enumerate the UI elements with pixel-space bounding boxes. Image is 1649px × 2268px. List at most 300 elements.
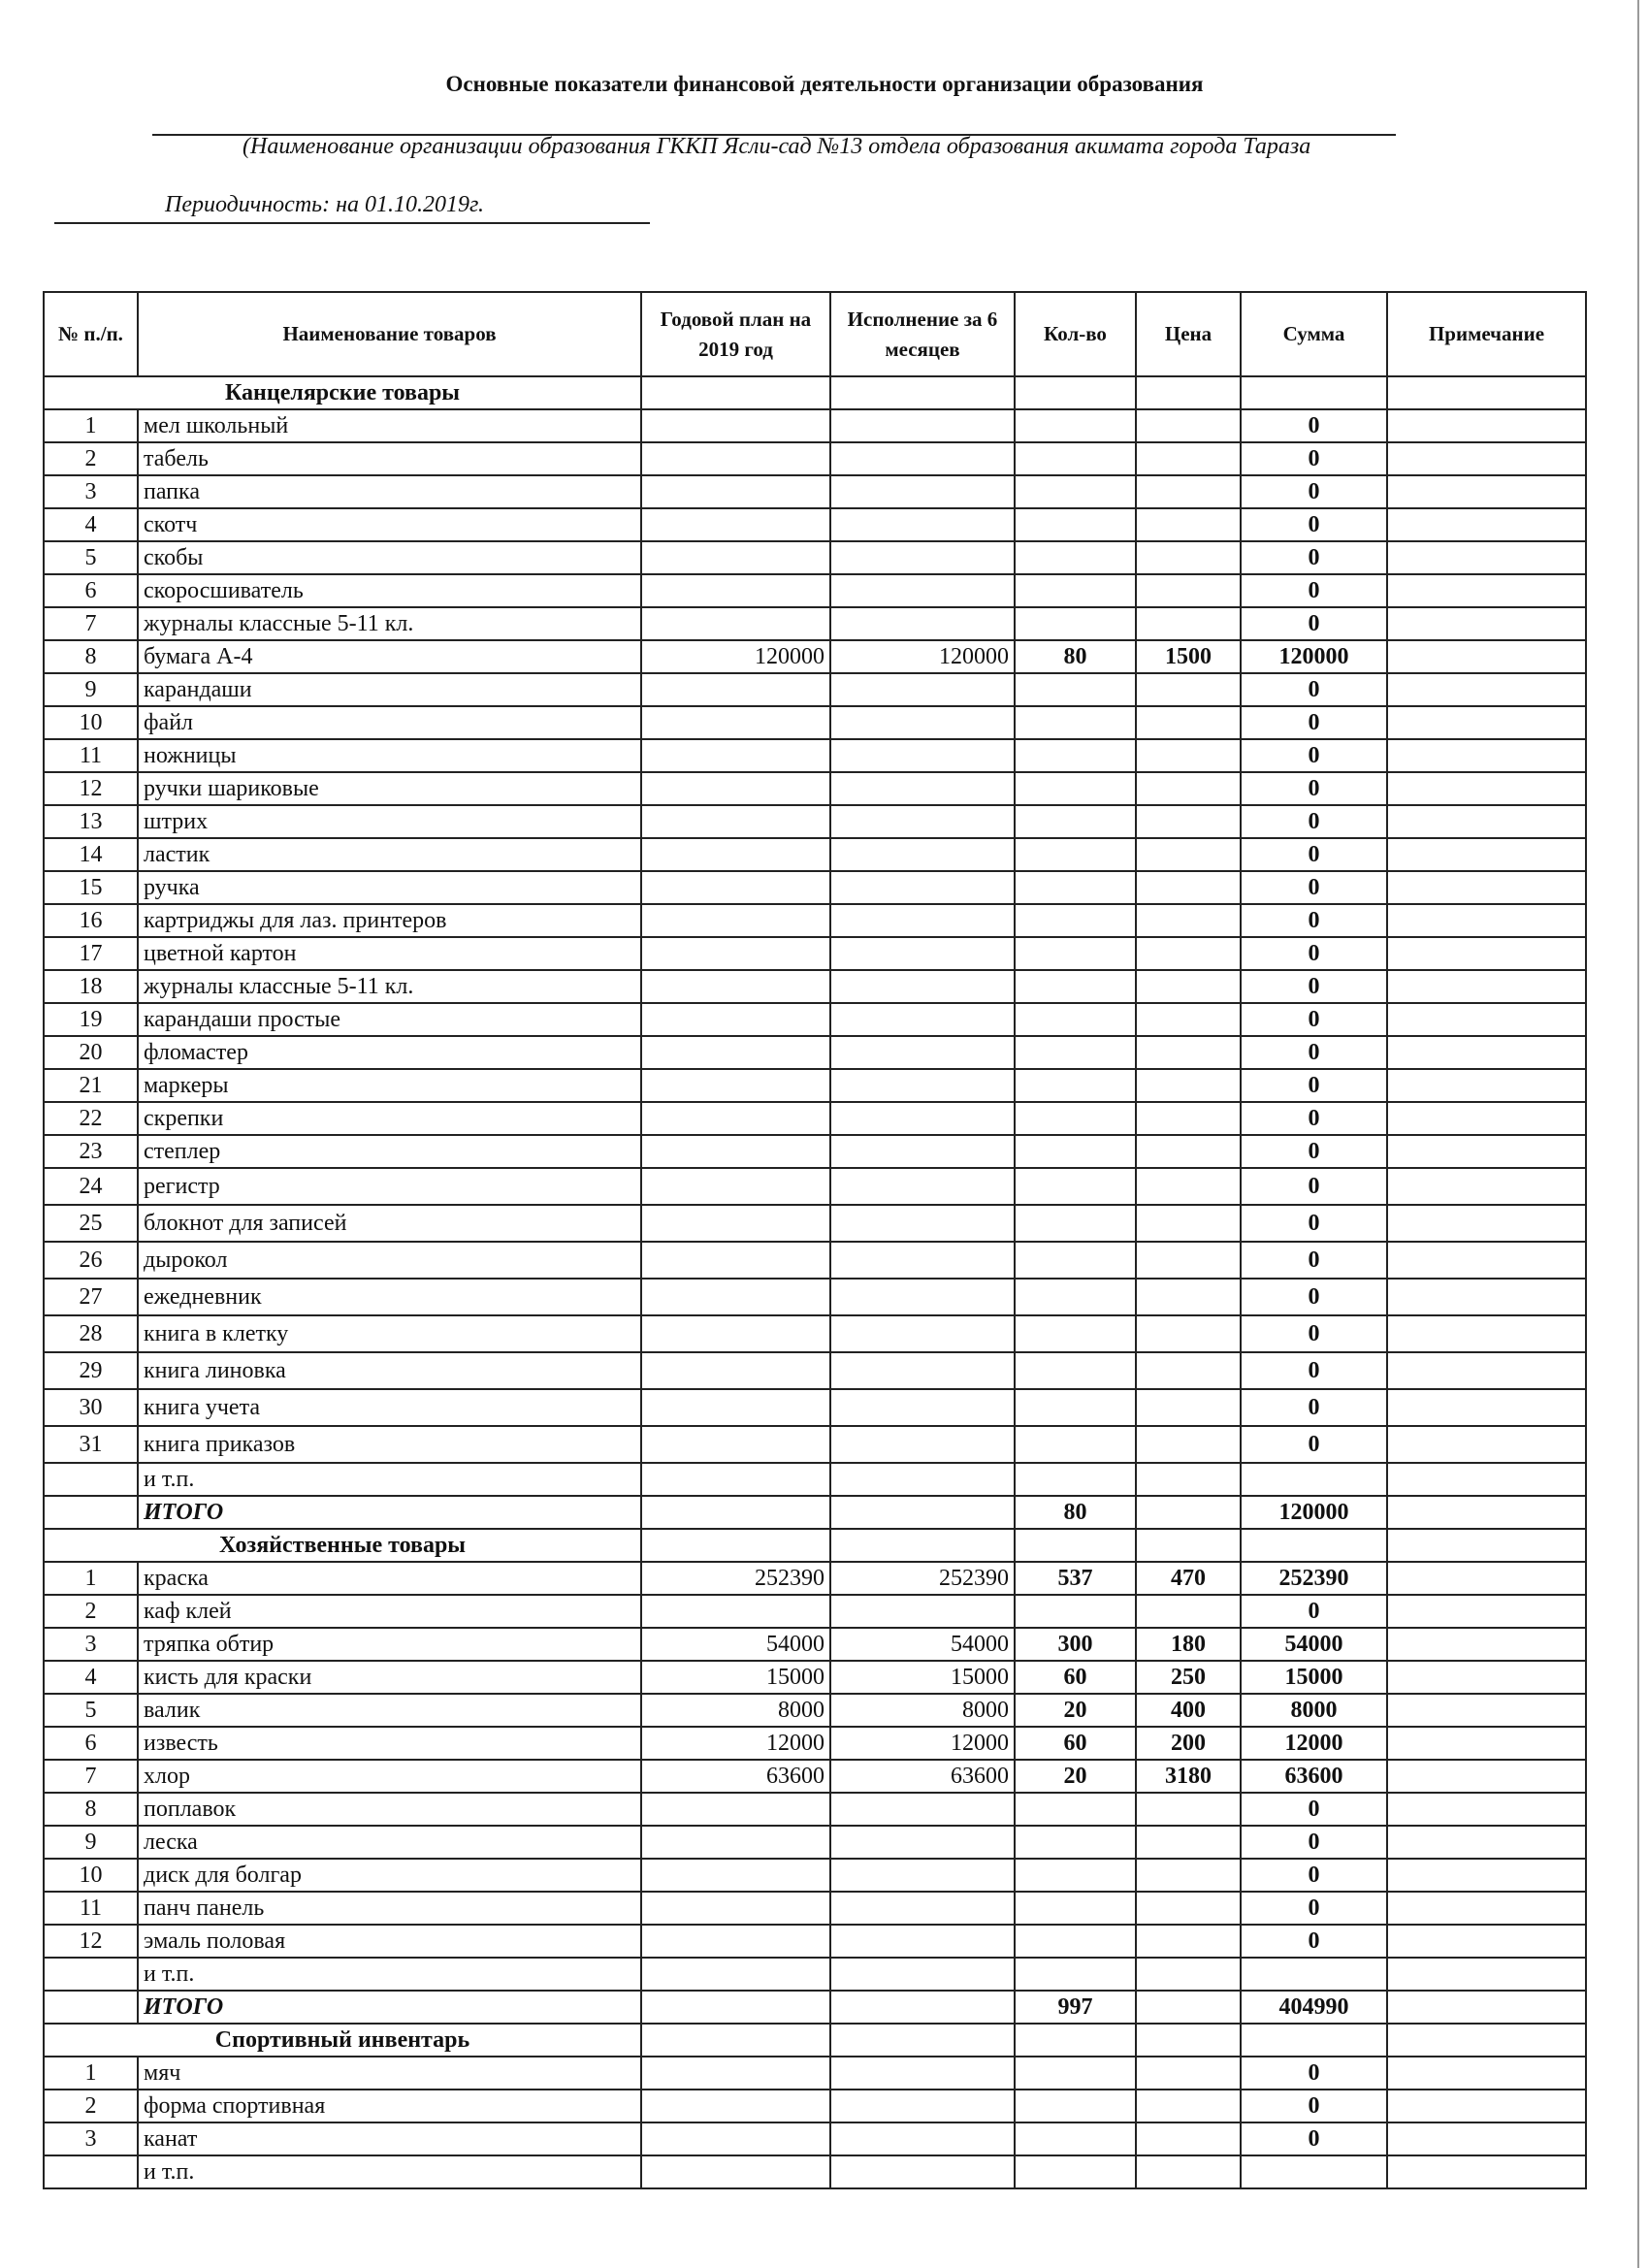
cell-name: файл	[138, 706, 641, 739]
cell-qty	[1015, 574, 1136, 607]
cell-plan: 15000	[641, 1661, 830, 1694]
cell-no: 8	[44, 1793, 138, 1826]
cell-name: папка	[138, 475, 641, 508]
cell-name: кисть для краски	[138, 1661, 641, 1694]
table-row	[44, 1315, 1586, 1352]
empty-cell	[641, 1991, 830, 2024]
cell-exec	[830, 937, 1015, 970]
empty-cell	[830, 1991, 1015, 2024]
cell-no	[44, 2155, 138, 2188]
cell-price	[1136, 1595, 1241, 1628]
cell-exec	[830, 1315, 1015, 1352]
cell-sum: 0	[1241, 1352, 1387, 1389]
cell-price	[1136, 1315, 1241, 1352]
cell-qty	[1015, 1279, 1136, 1315]
organization-name: (Наименование организации образования ГККП Ясли-сад №13 отдела образования акимата города Тараза	[242, 134, 1311, 159]
cell-price	[1136, 772, 1241, 805]
cell-sum: 0	[1241, 1168, 1387, 1205]
cell-qty	[1015, 1595, 1136, 1628]
cell-name: картриджы для лаз. принтеров	[138, 904, 641, 937]
cell-price: 180	[1136, 1628, 1241, 1661]
cell-no: 31	[44, 1426, 138, 1463]
cell-plan	[641, 937, 830, 970]
cell-no: 23	[44, 1135, 138, 1168]
cell-no: 16	[44, 904, 138, 937]
cell-exec: 54000	[830, 1628, 1015, 1661]
cell-note	[1387, 1102, 1586, 1135]
cell-exec	[830, 1205, 1015, 1242]
cell-plan	[641, 442, 830, 475]
cell-plan	[641, 1003, 830, 1036]
table-row	[44, 904, 1586, 937]
cell-note	[1387, 541, 1586, 574]
cell-name: ручка	[138, 871, 641, 904]
cell-plan	[641, 574, 830, 607]
cell-note	[1387, 1389, 1586, 1426]
cell-note	[1387, 475, 1586, 508]
cell-qty	[1015, 772, 1136, 805]
cell-price	[1136, 1242, 1241, 1279]
header-name: Наименование товаров	[138, 292, 641, 376]
cell-note	[1387, 1463, 1586, 1496]
cell-plan	[641, 1793, 830, 1826]
cell-exec	[830, 673, 1015, 706]
cell-price	[1136, 937, 1241, 970]
cell-plan	[641, 1595, 830, 1628]
cell-sum: 0	[1241, 772, 1387, 805]
cell-no: 20	[44, 1036, 138, 1069]
table-row	[44, 541, 1586, 574]
header-no: № п./п.	[44, 292, 138, 376]
table-row	[44, 838, 1586, 871]
cell-no: 12	[44, 1925, 138, 1958]
cell-plan	[641, 607, 830, 640]
cell-no: 6	[44, 1727, 138, 1760]
cell-sum	[1241, 1958, 1387, 1991]
cell-plan	[641, 508, 830, 541]
cell-plan: 120000	[641, 640, 830, 673]
cell-note	[1387, 409, 1586, 442]
cell-note	[1387, 805, 1586, 838]
cell-plan	[641, 838, 830, 871]
cell-note	[1387, 1036, 1586, 1069]
cell-price	[1136, 1036, 1241, 1069]
cell-qty	[1015, 1859, 1136, 1892]
cell-qty: 60	[1015, 1727, 1136, 1760]
cell-note	[1387, 1826, 1586, 1859]
table-row	[44, 1036, 1586, 1069]
table-row	[44, 607, 1586, 640]
cell-name: ножницы	[138, 739, 641, 772]
cell-sum: 0	[1241, 871, 1387, 904]
cell-note	[1387, 1628, 1586, 1661]
cell-plan	[641, 1426, 830, 1463]
cell-note	[1387, 1727, 1586, 1760]
table-row	[44, 1242, 1586, 1279]
cell-exec	[830, 1595, 1015, 1628]
cell-sum: 0	[1241, 1859, 1387, 1892]
cell-exec	[830, 1135, 1015, 1168]
cell-qty	[1015, 1925, 1136, 1958]
cell-qty: 60	[1015, 1661, 1136, 1694]
table-row	[44, 1859, 1586, 1892]
table-row	[44, 772, 1586, 805]
table-row	[44, 1595, 1586, 1628]
cell-name: журналы классные 5-11 кл.	[138, 970, 641, 1003]
empty-cell	[1136, 1991, 1241, 2024]
cell-note	[1387, 2090, 1586, 2122]
total-sum: 404990	[1241, 1991, 1387, 2024]
empty-cell	[830, 1496, 1015, 1529]
header-qty: Кол-во	[1015, 292, 1136, 376]
cell-no: 5	[44, 541, 138, 574]
cell-name: каф клей	[138, 1595, 641, 1628]
cell-name: и т.п.	[138, 2155, 641, 2188]
table-row	[44, 2090, 1586, 2122]
table-row	[44, 2122, 1586, 2155]
cell-sum: 0	[1241, 2122, 1387, 2155]
cell-qty	[1015, 1315, 1136, 1352]
cell-plan	[641, 1892, 830, 1925]
cell-exec: 120000	[830, 640, 1015, 673]
cell-price	[1136, 1102, 1241, 1135]
table-row	[44, 673, 1586, 706]
table-row	[44, 1562, 1586, 1595]
cell-plan	[641, 1958, 830, 1991]
cell-note	[1387, 607, 1586, 640]
cell-qty	[1015, 1352, 1136, 1389]
cell-exec	[830, 1003, 1015, 1036]
cell-price	[1136, 2155, 1241, 2188]
cell-name: ручки шариковые	[138, 772, 641, 805]
table-row	[44, 1958, 1586, 1991]
cell-qty	[1015, 1892, 1136, 1925]
cell-sum: 252390	[1241, 1562, 1387, 1595]
cell-price	[1136, 1463, 1241, 1496]
table-row	[44, 937, 1586, 970]
section-header-row	[44, 1529, 1586, 1562]
cell-note	[1387, 1595, 1586, 1628]
cell-no: 3	[44, 1628, 138, 1661]
total-sum: 120000	[1241, 1496, 1387, 1529]
cell-plan	[641, 1135, 830, 1168]
empty-cell	[1387, 1991, 1586, 2024]
cell-qty	[1015, 1826, 1136, 1859]
cell-sum: 0	[1241, 1205, 1387, 1242]
empty-cell	[1015, 376, 1136, 409]
cell-plan	[641, 1036, 830, 1069]
cell-name: книга в клетку	[138, 1315, 641, 1352]
section-title: Канцелярские товары	[44, 376, 641, 409]
cell-no: 5	[44, 1694, 138, 1727]
cell-sum: 0	[1241, 673, 1387, 706]
cell-sum: 0	[1241, 838, 1387, 871]
cell-name: ежедневник	[138, 1279, 641, 1315]
empty-cell	[1387, 2024, 1586, 2057]
cell-price	[1136, 508, 1241, 541]
cell-price: 400	[1136, 1694, 1241, 1727]
table-row	[44, 475, 1586, 508]
cell-sum	[1241, 1463, 1387, 1496]
cell-qty	[1015, 442, 1136, 475]
cell-qty	[1015, 937, 1136, 970]
cell-plan	[641, 871, 830, 904]
cell-price	[1136, 1793, 1241, 1826]
cell-sum	[1241, 2155, 1387, 2188]
cell-sum: 0	[1241, 541, 1387, 574]
cell-exec	[830, 574, 1015, 607]
cell-name: табель	[138, 442, 641, 475]
period: Периодичность: на 01.10.2019г.	[165, 192, 485, 217]
cell-note	[1387, 970, 1586, 1003]
cell-no: 13	[44, 805, 138, 838]
cell-exec: 12000	[830, 1727, 1015, 1760]
cell-no: 2	[44, 1595, 138, 1628]
cell-no: 10	[44, 706, 138, 739]
cell-name: дырокол	[138, 1242, 641, 1279]
cell-name: ластик	[138, 838, 641, 871]
cell-note	[1387, 1694, 1586, 1727]
cell-no: 10	[44, 1859, 138, 1892]
table-row	[44, 1168, 1586, 1205]
cell-sum: 0	[1241, 904, 1387, 937]
empty-cell	[1387, 1496, 1586, 1529]
cell-price	[1136, 1279, 1241, 1315]
cell-sum: 0	[1241, 1242, 1387, 1279]
cell-name: скобы	[138, 541, 641, 574]
cell-sum: 0	[1241, 1135, 1387, 1168]
cell-price: 1500	[1136, 640, 1241, 673]
cell-note	[1387, 937, 1586, 970]
cell-sum: 0	[1241, 1389, 1387, 1426]
cell-note	[1387, 1793, 1586, 1826]
empty-cell	[1136, 2024, 1241, 2057]
cell-sum: 0	[1241, 2090, 1387, 2122]
cell-qty	[1015, 607, 1136, 640]
cell-qty	[1015, 970, 1136, 1003]
cell-qty	[1015, 1463, 1136, 1496]
cell-sum: 0	[1241, 706, 1387, 739]
header-sum: Сумма	[1241, 292, 1387, 376]
cell-no: 4	[44, 508, 138, 541]
cell-no: 26	[44, 1242, 138, 1279]
cell-name: регистр	[138, 1168, 641, 1205]
cell-exec	[830, 1958, 1015, 1991]
cell-name: степлер	[138, 1135, 641, 1168]
cell-plan: 252390	[641, 1562, 830, 1595]
cell-no: 3	[44, 475, 138, 508]
cell-qty: 20	[1015, 1760, 1136, 1793]
cell-exec	[830, 904, 1015, 937]
document-title: Основные показатели финансовой деятельности организации образования	[445, 72, 1204, 96]
cell-price	[1136, 739, 1241, 772]
cell-qty	[1015, 1205, 1136, 1242]
cell-no: 1	[44, 1562, 138, 1595]
cell-name: книга линовка	[138, 1352, 641, 1389]
table-row	[44, 1279, 1586, 1315]
cell-qty	[1015, 1793, 1136, 1826]
table-row	[44, 1793, 1586, 1826]
table-row	[44, 2057, 1586, 2090]
section-header-row	[44, 2024, 1586, 2057]
cell-price	[1136, 838, 1241, 871]
header-note: Примечание	[1387, 292, 1586, 376]
cell-note	[1387, 2057, 1586, 2090]
cell-exec	[830, 2090, 1015, 2122]
cell-plan	[641, 739, 830, 772]
cell-name: тряпка обтир	[138, 1628, 641, 1661]
cell-plan	[641, 904, 830, 937]
table-row	[44, 1352, 1586, 1389]
cell-sum: 54000	[1241, 1628, 1387, 1661]
cell-qty: 300	[1015, 1628, 1136, 1661]
cell-note	[1387, 508, 1586, 541]
cell-no: 7	[44, 1760, 138, 1793]
cell-exec	[830, 1426, 1015, 1463]
cell-price	[1136, 2122, 1241, 2155]
table-row	[44, 970, 1586, 1003]
cell-price	[1136, 1069, 1241, 1102]
cell-exec	[830, 772, 1015, 805]
cell-exec	[830, 1925, 1015, 1958]
cell-name: цветной картон	[138, 937, 641, 970]
cell-qty	[1015, 1242, 1136, 1279]
section-title: Спортивный инвентарь	[44, 2024, 641, 2057]
cell-plan	[641, 1826, 830, 1859]
cell-exec	[830, 1859, 1015, 1892]
cell-note	[1387, 2155, 1586, 2188]
cell-name: карандаши простые	[138, 1003, 641, 1036]
cell-plan	[641, 2090, 830, 2122]
cell-price	[1136, 1352, 1241, 1389]
cell-no: 14	[44, 838, 138, 871]
cell-exec	[830, 1463, 1015, 1496]
cell-no: 4	[44, 1661, 138, 1694]
cell-price	[1136, 2090, 1241, 2122]
cell-name: блокнот для записей	[138, 1205, 641, 1242]
cell-note	[1387, 772, 1586, 805]
cell-note	[1387, 1315, 1586, 1352]
cell-note	[1387, 1661, 1586, 1694]
cell-sum: 0	[1241, 607, 1387, 640]
table-row	[44, 1069, 1586, 1102]
cell-plan	[641, 1389, 830, 1426]
section-title: Хозяйственные товары	[44, 1529, 641, 1562]
cell-plan	[641, 1859, 830, 1892]
table-row	[44, 706, 1586, 739]
cell-qty: 537	[1015, 1562, 1136, 1595]
cell-qty	[1015, 1135, 1136, 1168]
cell-exec	[830, 607, 1015, 640]
empty-cell	[44, 1991, 138, 2024]
empty-cell	[1136, 1529, 1241, 1562]
total-qty: 997	[1015, 1991, 1136, 2024]
empty-cell	[1387, 1529, 1586, 1562]
cell-price	[1136, 1826, 1241, 1859]
cell-no	[44, 1958, 138, 1991]
empty-cell	[641, 2024, 830, 2057]
cell-sum: 15000	[1241, 1661, 1387, 1694]
cell-note	[1387, 1003, 1586, 1036]
cell-no: 7	[44, 607, 138, 640]
cell-exec	[830, 805, 1015, 838]
cell-exec	[830, 1036, 1015, 1069]
cell-no: 28	[44, 1315, 138, 1352]
cell-sum: 12000	[1241, 1727, 1387, 1760]
table-row	[44, 805, 1586, 838]
cell-sum: 0	[1241, 1279, 1387, 1315]
cell-plan	[641, 1352, 830, 1389]
table-row	[44, 1426, 1586, 1463]
cell-price	[1136, 1135, 1241, 1168]
cell-qty	[1015, 2122, 1136, 2155]
cell-no: 1	[44, 2057, 138, 2090]
cell-exec: 8000	[830, 1694, 1015, 1727]
cell-plan: 54000	[641, 1628, 830, 1661]
empty-cell	[641, 1496, 830, 1529]
financial-table	[43, 291, 1587, 2189]
cell-qty	[1015, 706, 1136, 739]
cell-price	[1136, 1003, 1241, 1036]
table-row	[44, 1892, 1586, 1925]
cell-exec	[830, 1826, 1015, 1859]
cell-plan	[641, 1279, 830, 1315]
cell-note	[1387, 1069, 1586, 1102]
cell-plan: 8000	[641, 1694, 830, 1727]
scan-edge	[1637, 0, 1639, 2268]
cell-name: журналы классные 5-11 кл.	[138, 607, 641, 640]
cell-name: диск для болгар	[138, 1859, 641, 1892]
section-header-row	[44, 376, 1586, 409]
total-row	[44, 1991, 1586, 2024]
empty-cell	[44, 1496, 138, 1529]
cell-sum: 0	[1241, 442, 1387, 475]
cell-no: 11	[44, 739, 138, 772]
cell-exec	[830, 1892, 1015, 1925]
empty-cell	[1015, 2024, 1136, 2057]
cell-sum: 0	[1241, 1925, 1387, 1958]
cell-no: 11	[44, 1892, 138, 1925]
cell-name: книга учета	[138, 1389, 641, 1426]
cell-sum: 0	[1241, 475, 1387, 508]
cell-name: карандаши	[138, 673, 641, 706]
cell-sum: 0	[1241, 2057, 1387, 2090]
cell-plan	[641, 2155, 830, 2188]
empty-cell	[641, 376, 830, 409]
cell-no: 29	[44, 1352, 138, 1389]
cell-plan	[641, 1463, 830, 1496]
cell-plan	[641, 772, 830, 805]
cell-note	[1387, 1958, 1586, 1991]
cell-exec	[830, 1102, 1015, 1135]
table-row	[44, 1925, 1586, 1958]
cell-plan: 12000	[641, 1727, 830, 1760]
cell-no: 18	[44, 970, 138, 1003]
cell-plan	[641, 706, 830, 739]
cell-price	[1136, 871, 1241, 904]
header-exec: Исполнение за 6 месяцев	[830, 292, 1015, 376]
cell-qty: 20	[1015, 1694, 1136, 1727]
cell-note	[1387, 1242, 1586, 1279]
table-row	[44, 1205, 1586, 1242]
cell-no: 1	[44, 409, 138, 442]
cell-price: 470	[1136, 1562, 1241, 1595]
cell-qty	[1015, 838, 1136, 871]
header-price: Цена	[1136, 292, 1241, 376]
cell-qty	[1015, 871, 1136, 904]
cell-exec	[830, 1352, 1015, 1389]
cell-price	[1136, 2057, 1241, 2090]
